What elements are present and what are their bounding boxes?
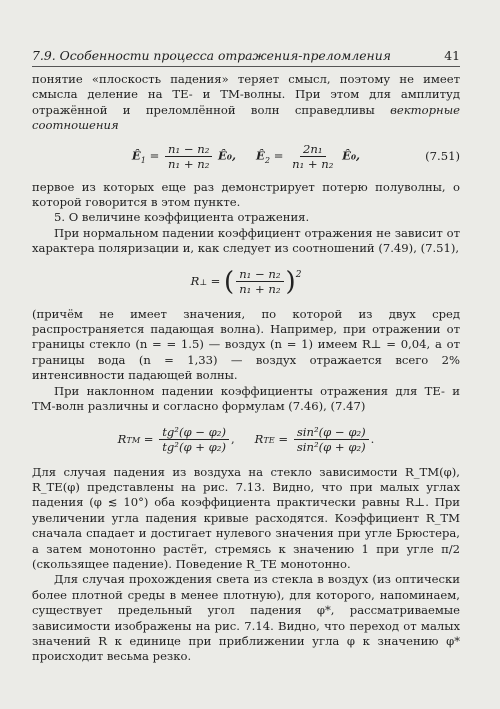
rte-frac xyxy=(294,425,369,454)
paragraph-3: При нормальном падении коэффициент отражения не зависит от характера поляризации и, как следует из соотношений (7.49), (7.51), xyxy=(32,225,460,256)
paragraph-5: При наклонном падении коэффициенты отражения для TE- и TM-волн различны и согласно формулам (7.46), (7.47) xyxy=(32,383,460,414)
rtm-lhs: R xyxy=(117,431,127,446)
paragraph-1 xyxy=(32,72,460,134)
paragraph-2: первое из которых еще раз демонстрирует потерю полуволны, о которой говорится в этом пункте. xyxy=(32,179,460,210)
equation-r-perp: R ⊥ = ( $\frac{\text{n₁ − n₂}}{\text{n₁ + n₂}}$ ) 2 xyxy=(190,266,302,297)
rte-den: sin²(φ + φ₂) xyxy=(296,440,366,454)
eq751-den2: n₁ + n₂ xyxy=(292,157,334,172)
rperp-frac xyxy=(236,267,283,296)
rperp-den: n₁ + n₂ xyxy=(239,282,281,297)
eq751-sub1: 1 xyxy=(140,154,146,165)
paragraph-4: (причём не имеет значения, по которой из двух сред распространяется падающая волна). Например, при отражении от границы стекло (n = = 1.5) — воздух (n = 1) имеем R⊥ = 0,04, а от границы вода (n = 1,33) — воздух отражается всего 2% интенсивности падающей волны. xyxy=(32,306,460,383)
eq751-frac1 xyxy=(165,142,212,171)
eq751-left: $Ê_1$ = $\frac{\text{n₁ − n₂}}{\text{n₁ + n₂}}$ Ê₀, xyxy=(131,142,236,172)
eq751-frac2 xyxy=(289,142,336,171)
paragraph-1-text: понятие «плоскость падения» теряет смысл, поэтому не имеет смысла деление на TE- и TM-волны. При этом для амплитуд отражённой и преломлённой волн справедливы xyxy=(32,72,460,117)
section-5-heading: 5. О величине коэффициента отражения. xyxy=(54,210,310,225)
rtm-den: tg²(φ + φ₂) xyxy=(162,440,226,454)
section-title: 7.9. Особенности процесса отражения-преломления xyxy=(32,48,391,63)
rperp-power: 2 xyxy=(295,269,302,280)
eq751-num1: n₁ − n₂ xyxy=(165,142,212,157)
eq751-den1: n₁ + n₂ xyxy=(168,157,210,172)
rte-lhs: R xyxy=(254,431,264,446)
equation-number: (7.51) xyxy=(425,148,460,163)
header-rule xyxy=(32,66,460,67)
paragraph-1-emphasis: векторные соотношения xyxy=(32,102,460,133)
equation-r-tm-te: R TM = $\frac{\text{tg²(φ − φ₂)}}{\text{tg²(φ + φ₂)}}$ , R TE = $\frac{\text{sin²(φ − φ₂)}}{\text{sin²(φ + φ₂)}}$ . xyxy=(117,425,375,454)
equation-7-51 xyxy=(32,134,460,180)
paragraph-6: Для случая падения из воздуха на стекло зависимости R_TM(φ), R_TE(φ) представлены на рис. 7.13. Видно, что при малых углах падения (φ ≲ 10°) оба коэффициента практически равны R⊥. При увеличении угла падения кривые расходятся. Коэффициент R_TM сначала спадает и достигает нулевого значения при угле Брюстера, а затем монотонно растёт, стремясь к значению 1 при угле π/2 (скользящее падение). Поведение R_TE монотонно. xyxy=(32,464,460,571)
page-body xyxy=(32,72,460,665)
rperp-num: n₁ − n₂ xyxy=(236,267,283,282)
paragraph-7: Для случая прохождения света из стекла в воздух (из оптически более плотной среды в менее плотную), для которого, напоминаем, существует предельный угол падения φ*, рассматриваемые зависимости изображены на рис. 7.14. Видно, что переход от малых значений R к единице при приближении угла φ к значению φ* происходит весьма резко. xyxy=(32,572,460,664)
rte-num: sin²(φ − φ₂) xyxy=(294,425,369,440)
rtm-frac xyxy=(159,425,229,454)
eq751-lhs2: Ê xyxy=(256,148,265,163)
eq751-rhs1: Ê₀, xyxy=(218,148,236,163)
eq751-right: $Ê_2$ = $\frac{\text{2n₁}}{\text{n₁ + n₂}}$ Ê₀, xyxy=(256,142,361,172)
rtm-num: tg²(φ − φ₂) xyxy=(159,425,229,440)
eq751-lhs1: Ê xyxy=(131,148,141,163)
running-header xyxy=(32,48,460,63)
eq751-num2: 2n₁ xyxy=(300,142,326,157)
rperp-lhs: R xyxy=(190,273,200,288)
eq751-rhs2: Ê₀, xyxy=(342,148,361,163)
page-number: 41 xyxy=(444,48,460,63)
eq751-sub2: 2 xyxy=(264,154,271,165)
